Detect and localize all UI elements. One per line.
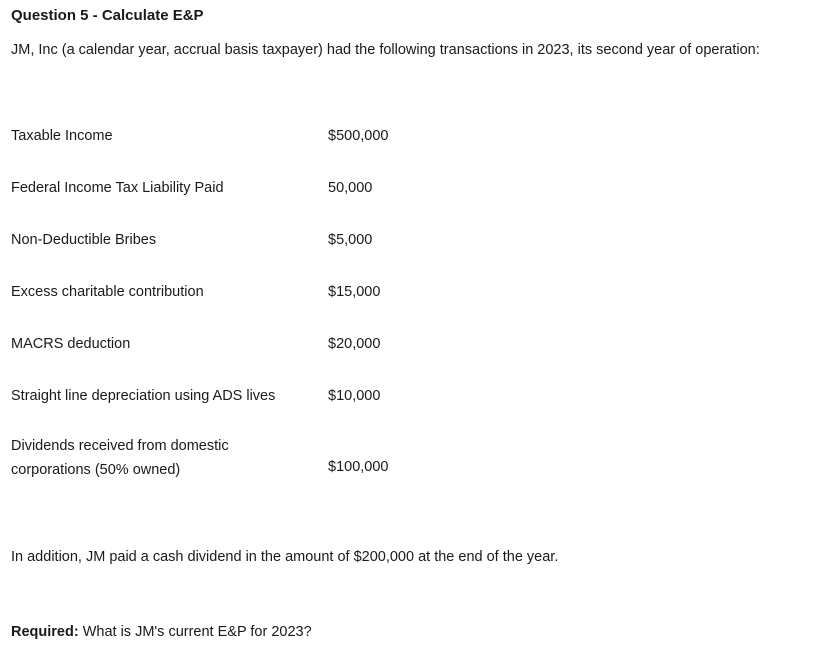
transaction-amount: $15,000 xyxy=(328,284,381,300)
table-row xyxy=(11,276,471,328)
required-label: Required: xyxy=(11,624,79,640)
additional-info: In addition, JM paid a cash dividend in the amount of $200,000 at the end of the year. xyxy=(11,549,559,565)
transaction-amount: $5,000 xyxy=(328,232,373,248)
table-row xyxy=(11,120,471,172)
required-prompt xyxy=(11,622,312,642)
transaction-label: Taxable Income xyxy=(11,128,113,144)
transaction-amount: $100,000 xyxy=(328,459,389,475)
transaction-amount: $10,000 xyxy=(328,388,381,404)
transaction-label: Non-Deductible Bribes xyxy=(11,232,157,248)
transaction-amount: $500,000 xyxy=(328,128,389,144)
transactions-table xyxy=(11,120,471,500)
table-row xyxy=(11,328,471,380)
question-intro: JM, Inc (a calendar year, accrual basis taxpayer) had the following transactions in 2023, its second year of operation: xyxy=(11,42,760,58)
transaction-label: Excess charitable contribution xyxy=(11,284,204,300)
question-title: Question 5 - Calculate E&P xyxy=(11,7,204,24)
transaction-label: Dividends received from domestic corporations (50% owned) xyxy=(11,438,229,478)
table-row xyxy=(11,224,471,276)
transaction-label: MACRS deduction xyxy=(11,336,131,352)
transaction-amount: $20,000 xyxy=(328,336,381,352)
table-row xyxy=(11,380,471,432)
transaction-label: Straight line depreciation using ADS lives xyxy=(11,388,276,404)
required-question: What is JM's current E&P for 2023? xyxy=(78,624,312,640)
transaction-amount: 50,000 xyxy=(328,180,373,196)
table-row xyxy=(11,434,471,500)
transaction-label: Federal Income Tax Liability Paid xyxy=(11,180,224,196)
table-row xyxy=(11,172,471,224)
